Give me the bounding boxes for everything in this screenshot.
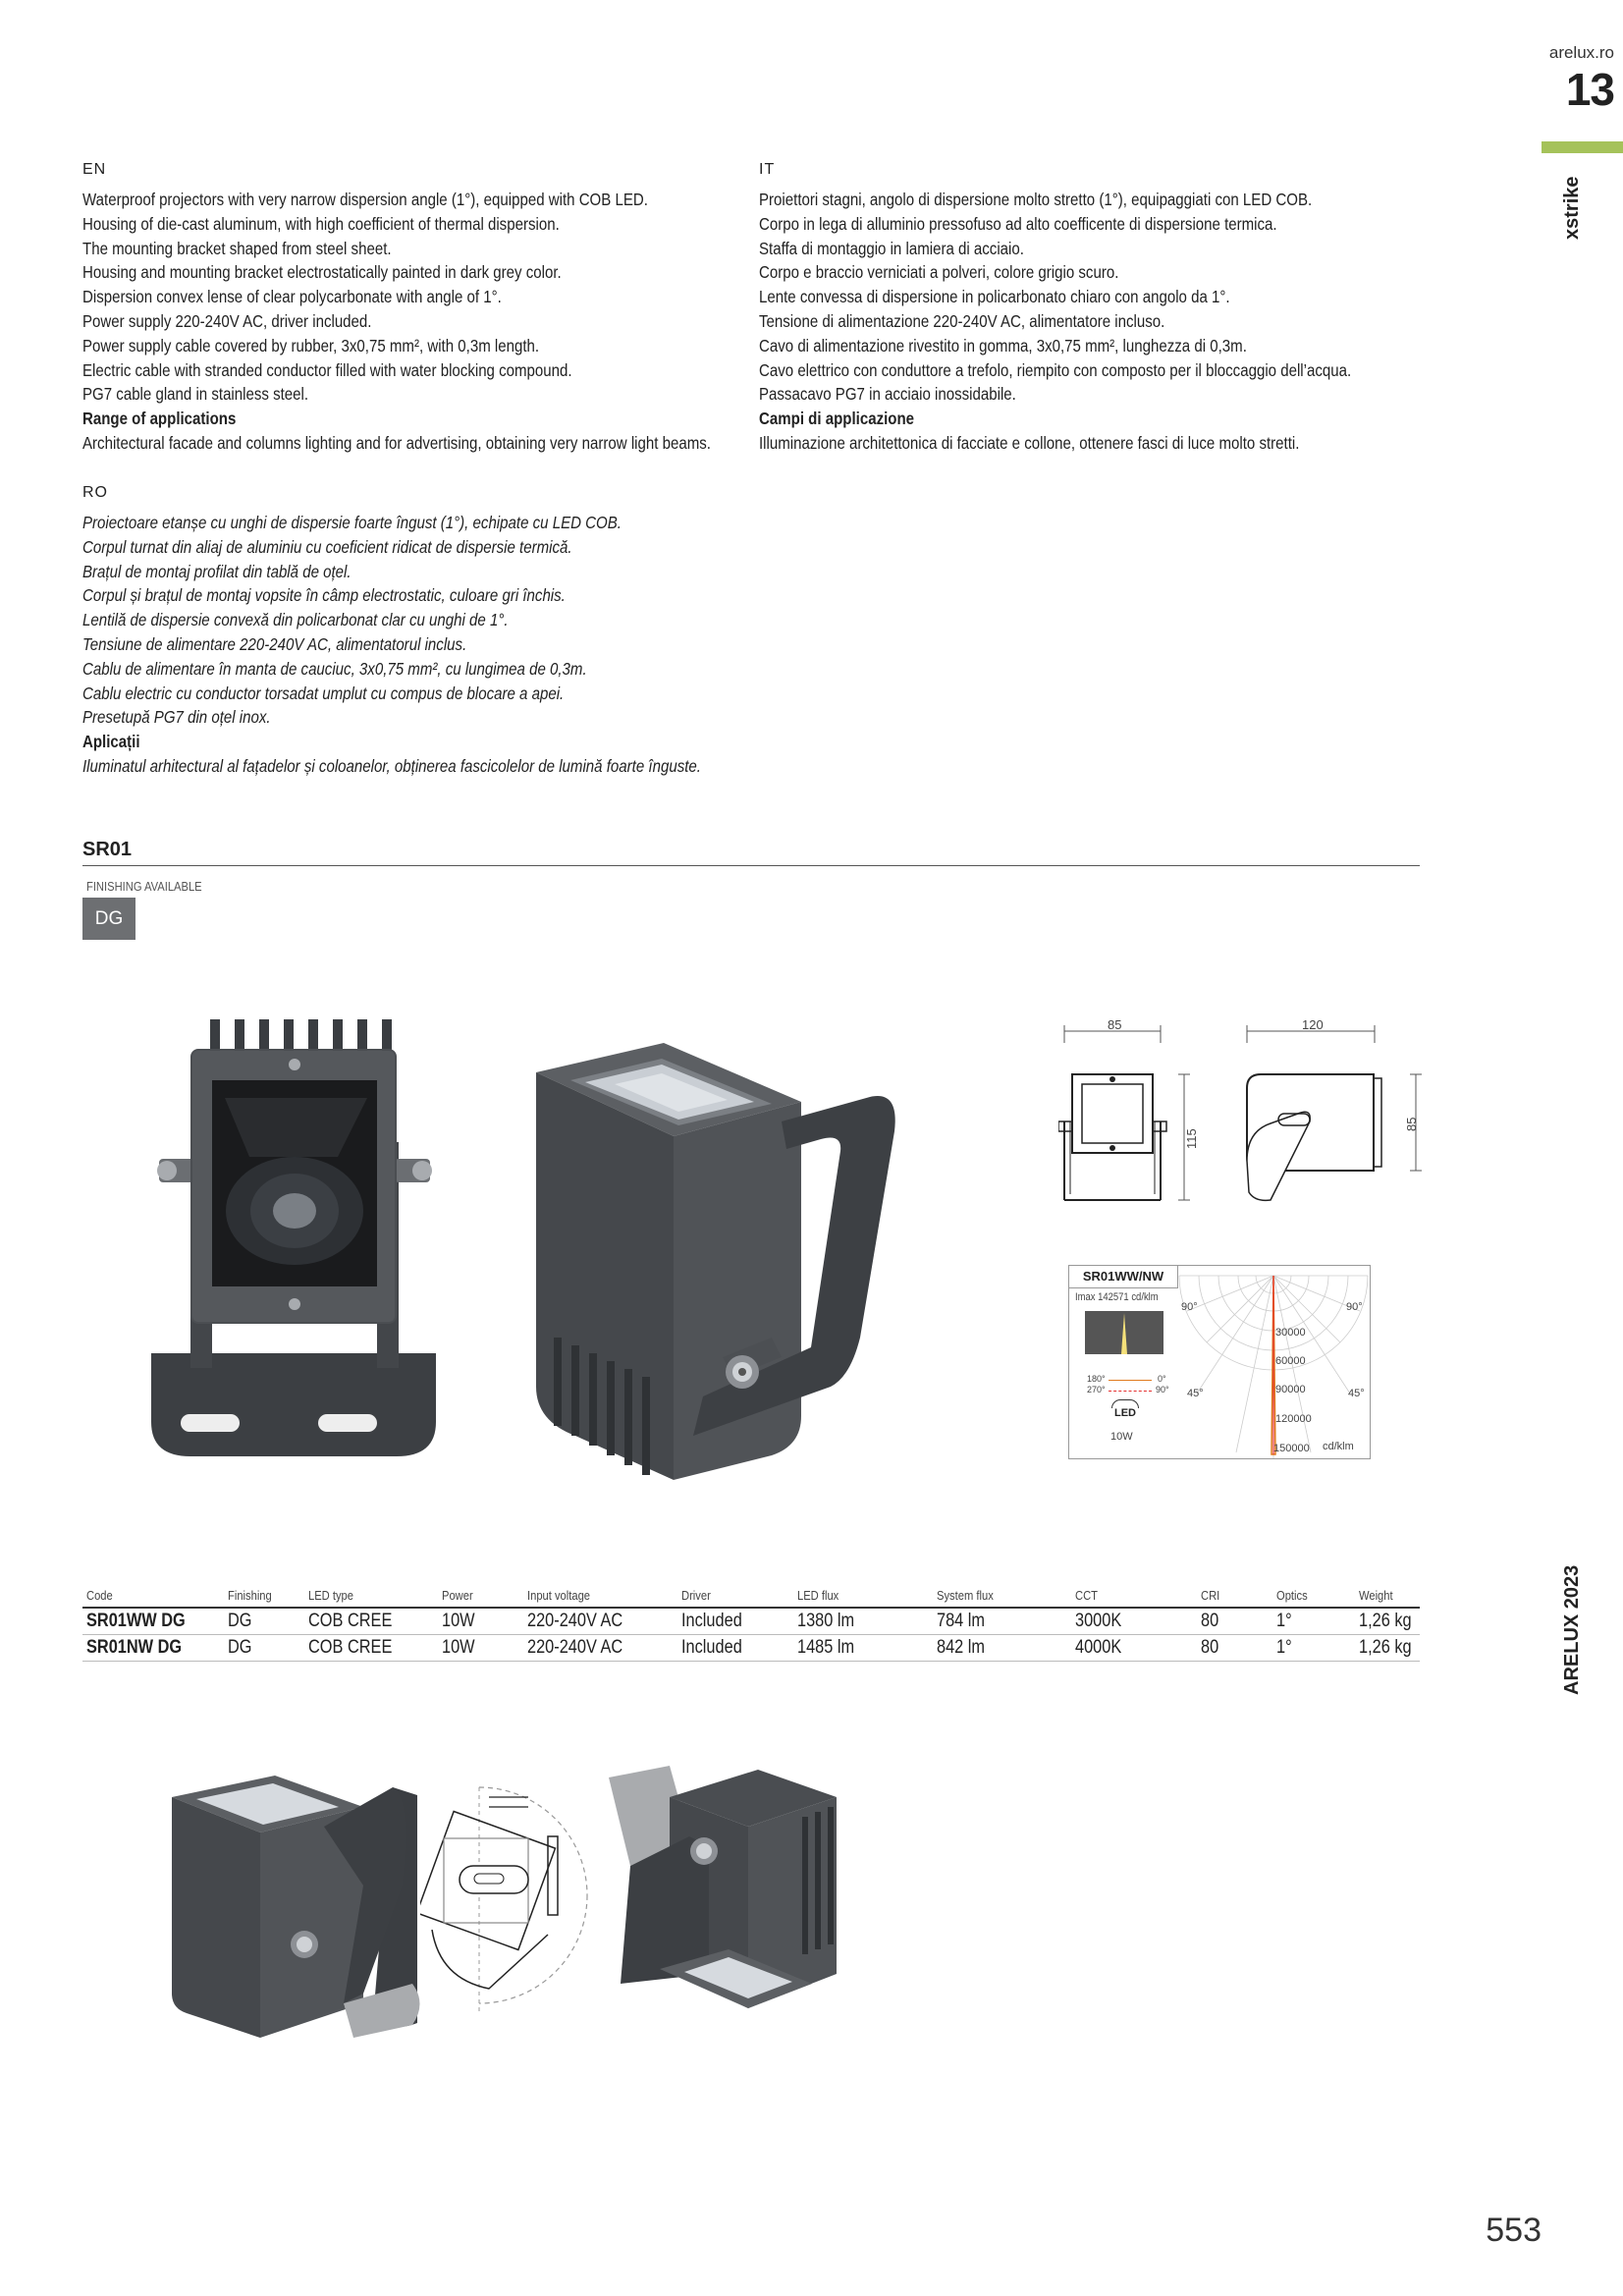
legend-90: 90° (1156, 1385, 1169, 1394)
it-description (759, 188, 1446, 456)
col-system-flux: System flux (933, 1586, 1071, 1608)
en-line: Housing of die-cast aluminum, with high coefficient of thermal dispersion. (82, 213, 560, 234)
product-photo-front (102, 1010, 485, 1471)
cell-code: SR01NW DG (82, 1635, 224, 1662)
ro-line: Proiectoare etanșe cu unghi de dispersie foarte îngust (1°), echipate cu LED COB. (82, 513, 622, 532)
cell-cct: 3000K (1071, 1608, 1197, 1635)
ro-line: Corpul și brațul de montaj vopsite în câmp electrostatic, culoare gri închis. (82, 585, 566, 606)
it-line: Cavo elettrico con conduttore a trefolo, riempito con composto per il bloccaggio dell’acqua. (759, 359, 1352, 380)
col-input-voltage: Input voltage (523, 1586, 677, 1608)
ro-description (82, 511, 770, 779)
en-apps-heading: Range of applications (82, 409, 237, 429)
brand-year: ARELUX 2023 (1561, 1564, 1583, 1695)
cell-led-type: COB CREE (304, 1635, 439, 1662)
it-line: Corpo e braccio verniciati a polveri, colore grigio scuro. (759, 262, 1119, 283)
lang-it: IT (759, 161, 776, 178)
angle-90-left: 90° (1181, 1301, 1198, 1313)
col-finishing: Finishing (224, 1586, 304, 1608)
angle-45-right: 45° (1348, 1388, 1365, 1399)
col-led-flux: LED flux (793, 1586, 932, 1608)
cell-cri: 80 (1197, 1608, 1272, 1635)
legend-line-ww (1109, 1380, 1152, 1381)
cell-input-voltage: 220-240V AC (523, 1635, 677, 1662)
dim-side-width: 120 (1302, 1017, 1324, 1032)
cell-cri: 80 (1197, 1635, 1272, 1662)
cell-weight: 1,26 kg (1355, 1608, 1420, 1635)
ro-line: Cablu de alimentare în manta de cauciuc, 3x0,75 mm², cu lungimea de 0,3m. (82, 658, 587, 679)
cell-led-flux: 1380 lm (793, 1608, 932, 1635)
ring-label: 120000 (1275, 1413, 1312, 1425)
dim-front-width: 85 (1108, 1017, 1122, 1032)
cell-led-flux: 1485 lm (793, 1635, 932, 1662)
product-photo-tilted-up (167, 1768, 422, 2043)
col-optics: Optics (1272, 1586, 1355, 1608)
finishing-badge[interactable]: DG (82, 898, 135, 940)
cell-power: 10W (438, 1635, 523, 1662)
en-line: The mounting bracket shaped from steel sheet. (82, 238, 392, 258)
lang-en: EN (82, 161, 107, 178)
en-line: Dispersion convex lense of clear polycarbonate with angle of 1°. (82, 287, 502, 307)
polar-grid (1177, 1266, 1370, 1458)
spec-table (82, 1586, 1420, 1662)
finishing-label: FINISHING AVAILABLE (86, 879, 202, 894)
col-driver: Driver (677, 1586, 794, 1608)
col-cct: CCT (1071, 1586, 1197, 1608)
en-line: Power supply cable covered by rubber, 3x0,75 mm², with 0,3m length. (82, 335, 540, 355)
dimension-drawing-front (1058, 1013, 1216, 1210)
chapter-accent-bar (1542, 141, 1623, 153)
cell-driver: Included (677, 1635, 794, 1662)
col-code: Code (82, 1586, 224, 1608)
ro-line: Presetupă PG7 din oțel inox. (82, 707, 271, 728)
polar-unit: cd/klm (1323, 1441, 1354, 1452)
ro-line: Corpul turnat din aliaj de aluminiu cu coeficient ridicat de dispersie termică. (82, 536, 572, 557)
col-led-type: LED type (304, 1586, 439, 1608)
ro-line: Cablu electric cu conductor torsadat umplut cu compus de blocare a apei. (82, 683, 565, 703)
dimension-drawing-side (1241, 1013, 1428, 1210)
cell-power: 10W (438, 1608, 523, 1635)
cell-system-flux: 784 lm (933, 1608, 1071, 1635)
chapter-number: 13 (1565, 64, 1614, 115)
legend-180: 180° (1087, 1374, 1106, 1384)
page-number: 553 (1486, 2212, 1542, 2249)
cell-driver: Included (677, 1608, 794, 1635)
table-row (82, 1608, 1420, 1635)
it-line: Staffa di montaggio in lamiera di acciaio. (759, 238, 1024, 258)
site-url[interactable]: arelux.ro (1548, 43, 1614, 62)
dim-front-height: 115 (1184, 1128, 1199, 1149)
it-line: Proiettori stagni, angolo di dispersione molto stretto (1°), equipaggiati con LED COB. (759, 190, 1313, 209)
it-line: Tensione di alimentazione 220-240V AC, alimentatore incluso. (759, 310, 1165, 331)
en-description (82, 188, 730, 456)
photometry-title: SR01WW/NW (1069, 1266, 1178, 1288)
it-apps-heading: Campi di applicazione (759, 409, 915, 429)
cell-code: SR01WW DG (82, 1608, 224, 1635)
ro-line: Tensiune de alimentare 220-240V AC, alimentatorul inclus. (82, 633, 467, 654)
cell-cct: 4000K (1071, 1635, 1197, 1662)
lang-ro: RO (82, 484, 108, 501)
en-line: Power supply 220-240V AC, driver included. (82, 310, 372, 331)
product-code-title: SR01 (82, 839, 133, 860)
cell-input-voltage: 220-240V AC (523, 1608, 677, 1635)
angle-90-right: 90° (1346, 1301, 1363, 1313)
product-title-rule (82, 865, 1420, 866)
it-line: Passacavo PG7 in acciaio inossidabile. (759, 384, 1016, 405)
ring-label: 150000 (1273, 1443, 1310, 1454)
en-apps: Architectural facade and columns lighting and for advertising, obtaining very narrow light beams. (82, 432, 711, 453)
cell-system-flux: 842 lm (933, 1635, 1071, 1662)
table-row (82, 1635, 1420, 1662)
legend-line-nw (1109, 1391, 1152, 1392)
beam-thumbnail (1085, 1311, 1163, 1354)
it-line: Cavo di alimentazione rivestito in gomma, 3x0,75 mm², lunghezza di 0,3m. (759, 335, 1247, 355)
led-icon: LED (1109, 1399, 1142, 1419)
col-power: Power (438, 1586, 523, 1608)
en-line: Waterproof projectors with very narrow dispersion angle (1°), equipped with COB LED. (82, 190, 648, 209)
cell-finishing: DG (224, 1608, 304, 1635)
col-weight: Weight (1355, 1586, 1420, 1608)
it-line: Corpo in lega di alluminio pressofuso ad alto coefficente di dispersione termica. (759, 213, 1277, 234)
ro-line: Brațul de montaj profilat din tablă de oțel. (82, 561, 352, 581)
ring-label: 90000 (1275, 1384, 1306, 1395)
legend-270: 270° (1087, 1385, 1106, 1394)
en-line: PG7 cable gland in stainless steel. (82, 384, 309, 405)
dim-side-height: 85 (1404, 1117, 1419, 1131)
cell-optics: 1° (1272, 1635, 1355, 1662)
cell-led-type: COB CREE (304, 1608, 439, 1635)
ring-label: 60000 (1275, 1355, 1306, 1367)
en-line: Electric cable with stranded conductor filled with water blocking compound. (82, 359, 572, 380)
ring-label: 30000 (1275, 1327, 1306, 1339)
product-photo-tilted-down (601, 1758, 856, 2033)
section-label: xstrike (1561, 176, 1583, 240)
photometry-power: 10W (1110, 1431, 1133, 1443)
table-header-row (82, 1586, 1420, 1608)
it-apps: Illuminazione architettonica di facciate e collone, ottenere fasci di luce molto stretti. (759, 432, 1300, 453)
ro-apps-heading: Aplicații (82, 732, 140, 752)
tilt-diagram (420, 1768, 617, 2023)
cell-optics: 1° (1272, 1608, 1355, 1635)
it-line: Lente convessa di dispersione in policarbonato chiaro con angolo da 1°. (759, 287, 1230, 307)
photometric-diagram (1068, 1265, 1371, 1459)
angle-45-left: 45° (1187, 1388, 1204, 1399)
legend-0: 0° (1158, 1374, 1166, 1384)
photometry-imax: Imax 142571 cd/klm (1075, 1291, 1159, 1303)
col-cri: CRI (1197, 1586, 1272, 1608)
cell-finishing: DG (224, 1635, 304, 1662)
ro-line: Lentilă de dispersie convexă din policarbonat clar cu unghi de 1°. (82, 610, 509, 630)
product-photo-perspective (536, 1043, 909, 1495)
cell-weight: 1,26 kg (1355, 1635, 1420, 1662)
ro-apps: Iluminatul arhitectural al fațadelor și coloanelor, obținerea fascicolelor de lumină foarte înguste. (82, 755, 701, 776)
en-line: Housing and mounting bracket electrostatically painted in dark grey color. (82, 262, 562, 283)
